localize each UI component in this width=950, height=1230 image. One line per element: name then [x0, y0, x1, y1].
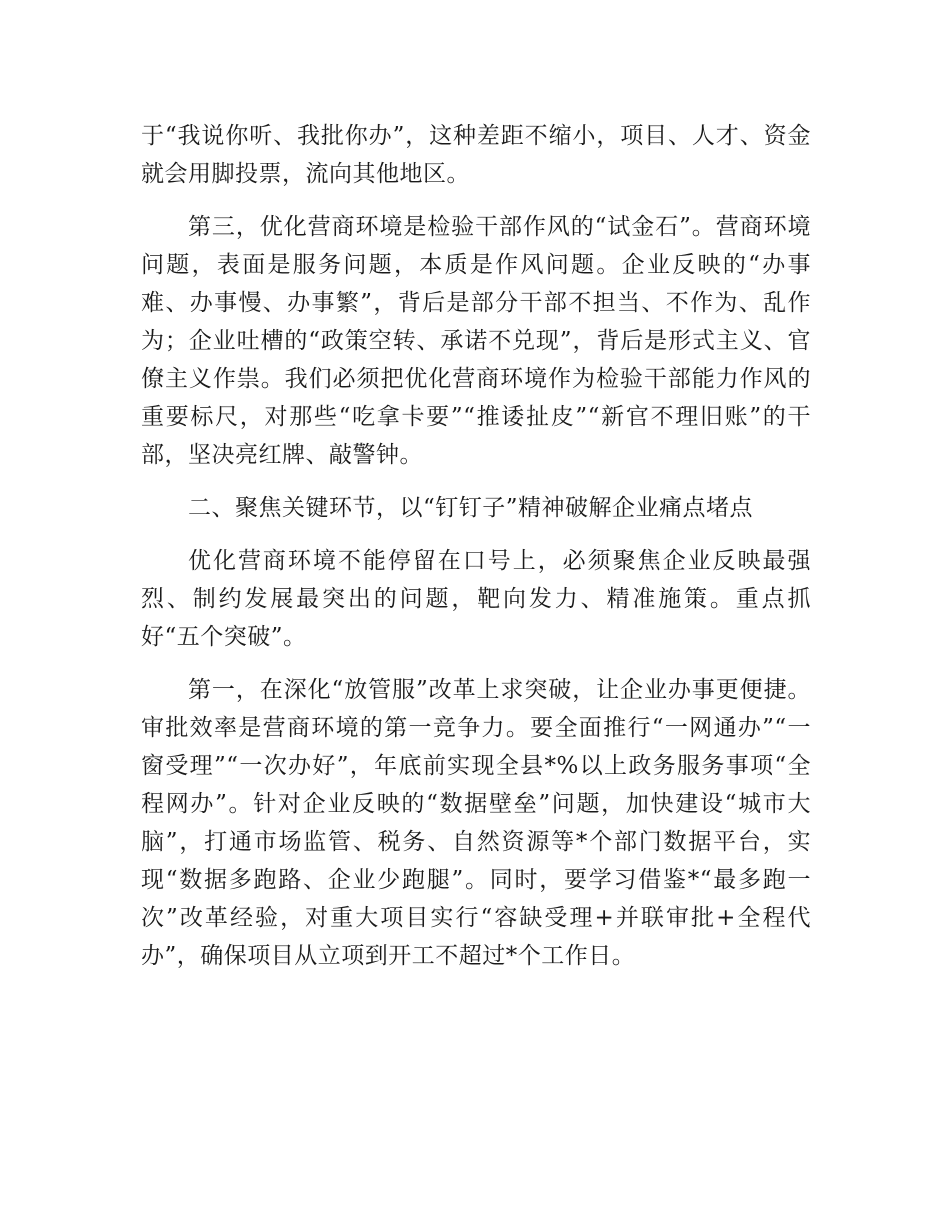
- document-body: [141, 117, 811, 990]
- paragraph-third-point: 第三，优化营商环境是检验干部作风的“试金石”。营商环境问题，表面是服务问题，本质是作风问题。企业反映的“办事难、办事慢、办事繁”，背后是部分干部不担当、不作为、乱作为；企业吐槽的“政策空转、承诺不兑现”，背后是形式主义、官僚主义作祟。我们必须把优化营商环境作为检验干部能力作风的重要标尺，对那些“吃拿卡要”“推诿扯皮”“新官不理旧账”的干部，坚决亮红牌、敲警钟。: [141, 214, 811, 468]
- section-heading-two: 二、聚焦关键环节，以“钉钉子”精神破解企业痛点堵点: [188, 495, 754, 521]
- paragraph-continuation: 于“我说你听、我批你办”，这种差距不缩小，项目、人才、资金就会用脚投票，流向其他地区。: [141, 123, 811, 187]
- paragraph-first-breakthrough: 第一，在深化“放管服”改革上求突破，让企业办事更便捷。审批效率是营商环境的第一竞争力。要全面推行“一网通办”“一窗受理”“一次办好”，年底前实现全县*%以上政务服务事项“全程网办”。针对企业反映的“数据壁垒”问题，加快建设“城市大脑”，打通市场监管、税务、自然资源等*个部门数据平台，实现“数据多跑路、企业少跑腿”。同时，要学习借鉴*“最多跑一次”改革经验，对重大项目实行“容缺受理+并联审批+全程代办”，确保项目从立项到开工不超过*个工作日。: [141, 677, 811, 969]
- paragraph-section-intro: 优化营商环境不能停留在口号上，必须聚焦企业反映最强烈、制约发展最突出的问题，靶向发力、精准施策。重点抓好“五个突破”。: [141, 548, 811, 650]
